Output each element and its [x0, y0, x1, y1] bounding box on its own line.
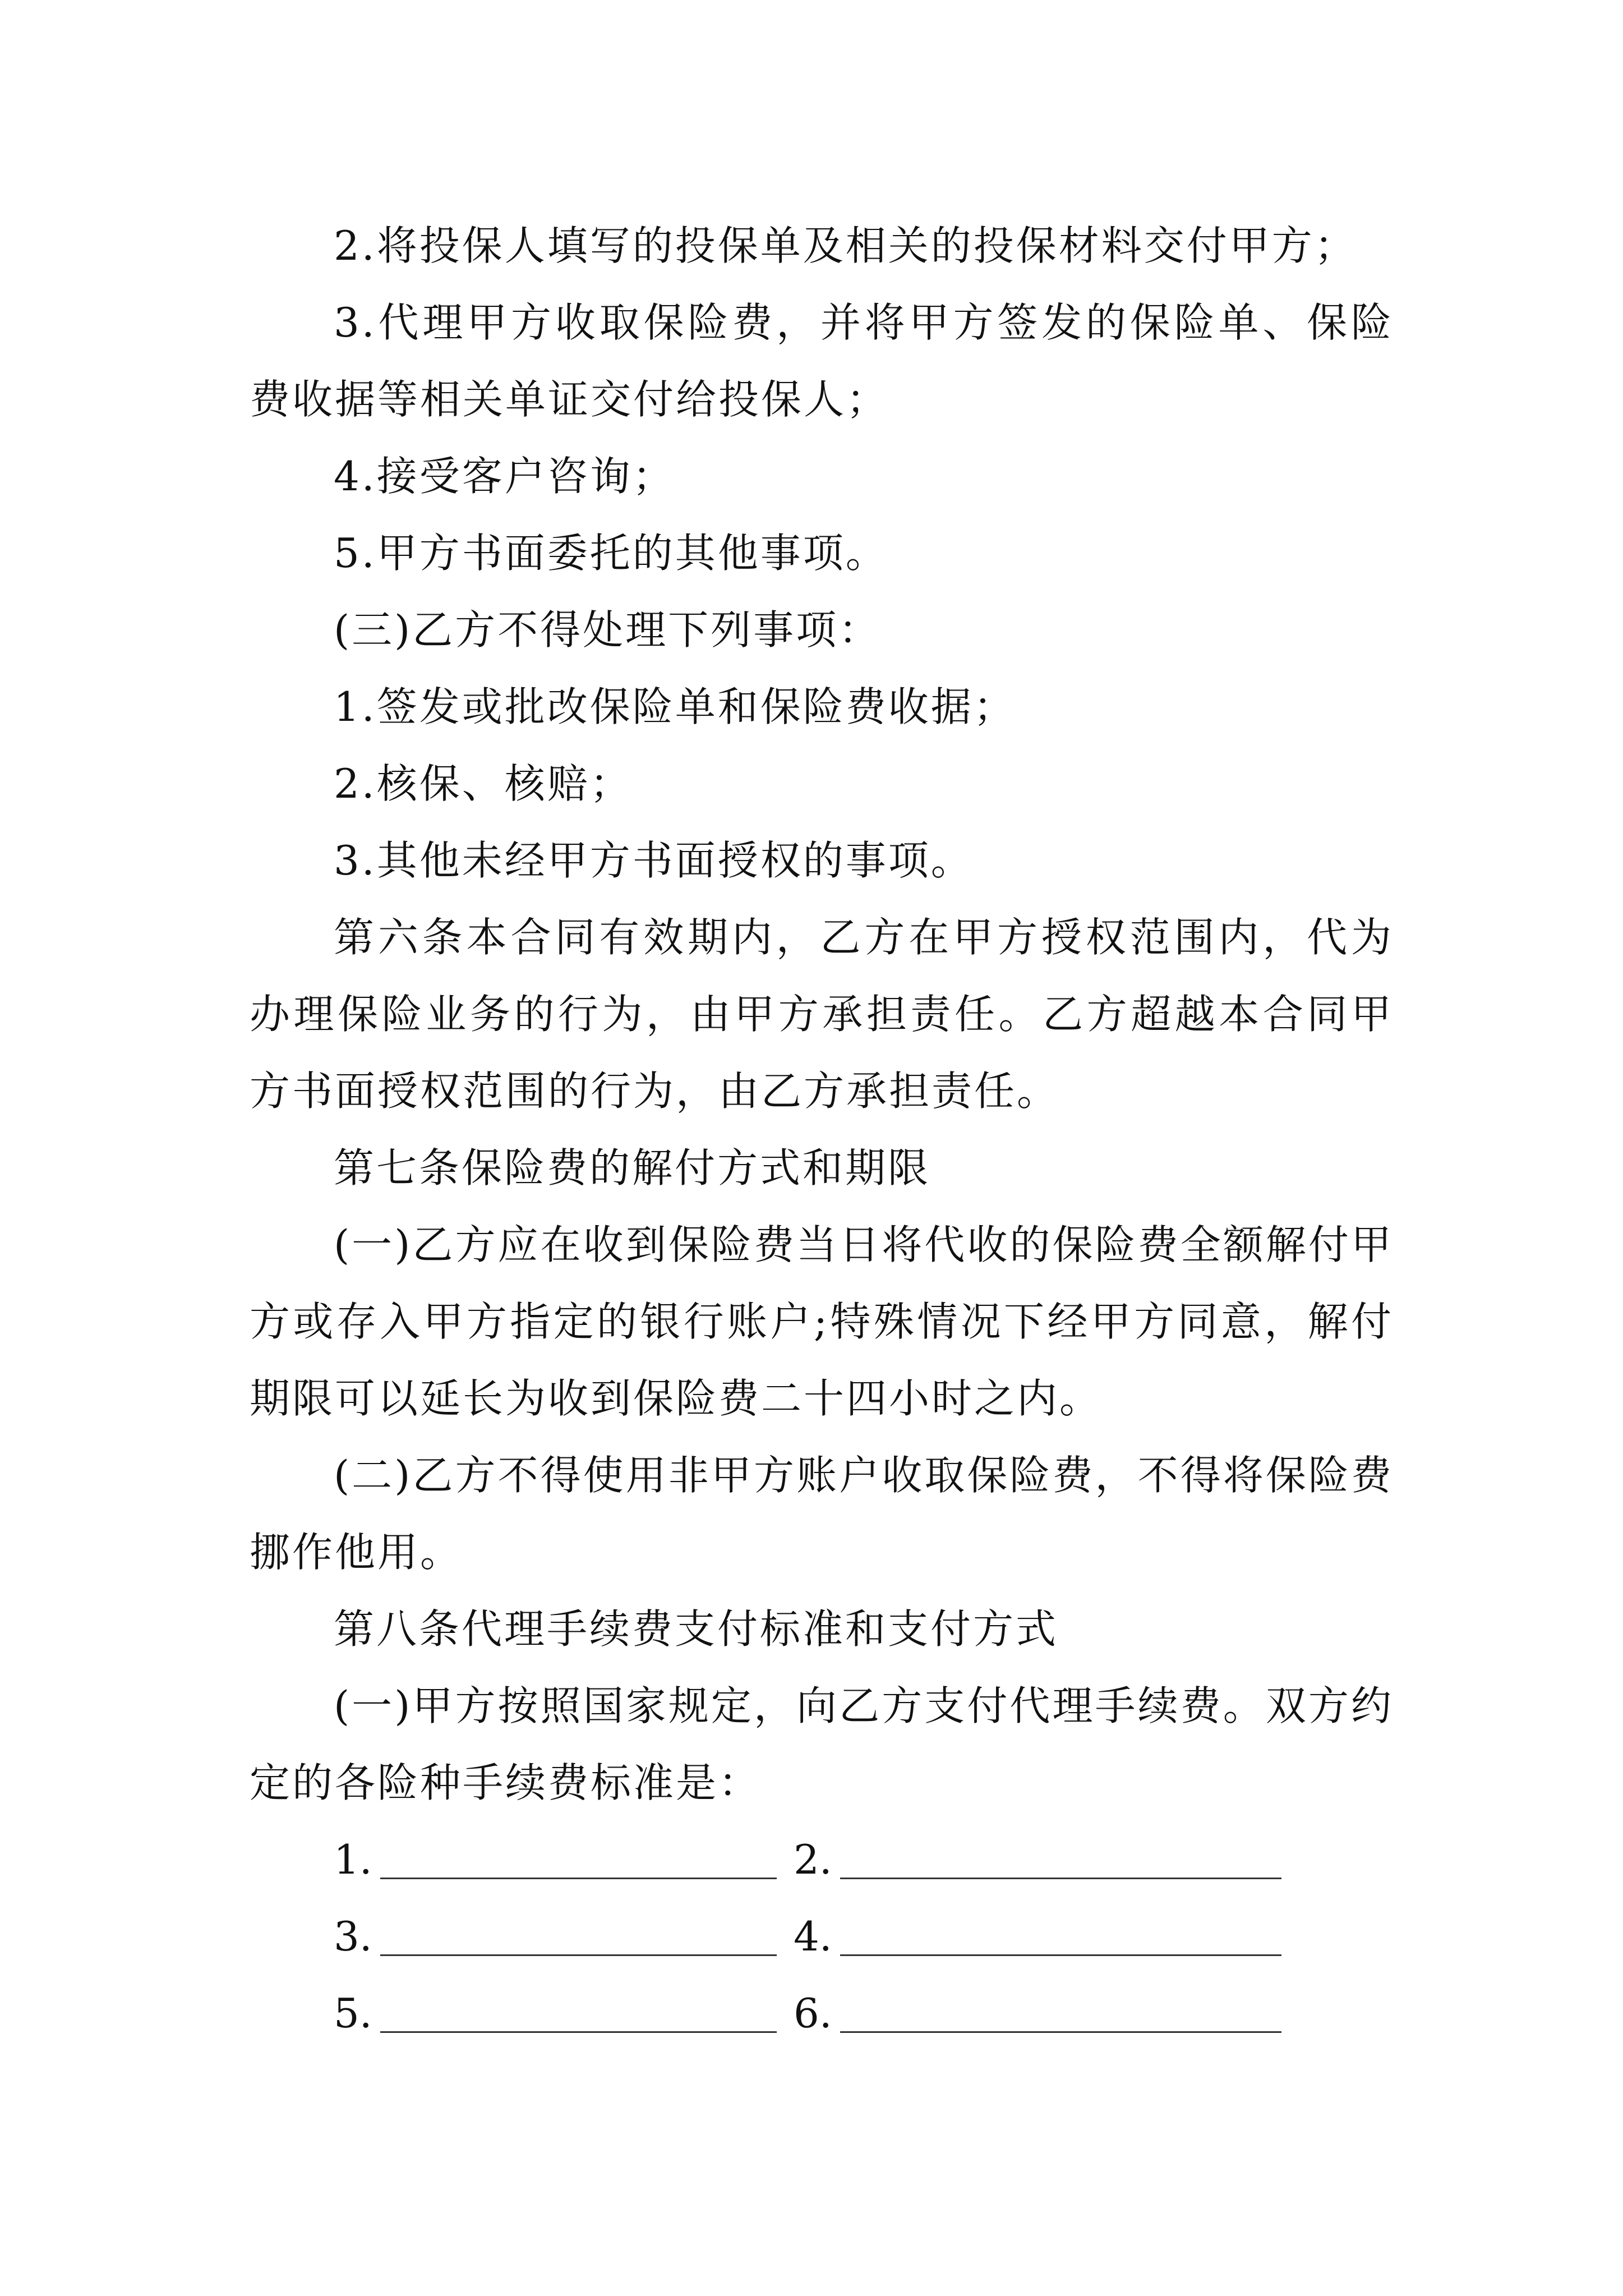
- paragraph: 1.签发或批改保险单和保险费收据；: [334, 683, 1016, 730]
- blank-field[interactable]: [777, 1821, 1281, 1898]
- blank-field[interactable]: [250, 1898, 777, 1975]
- blank-field[interactable]: [777, 1975, 1281, 2052]
- blank-underline: [380, 1954, 777, 1956]
- blank-underline: [380, 1878, 777, 1879]
- blank-row: [250, 1821, 1394, 1898]
- paragraph: 3.代理甲方收取保险费，并将甲方签发的保险单、保险费收据等相关单证交付给投保人；: [250, 299, 1394, 423]
- blank-field[interactable]: [250, 1975, 777, 2052]
- paragraph: 4.接受客户咨询；: [334, 453, 675, 500]
- blank-underline: [840, 1878, 1281, 1879]
- blank-field[interactable]: [250, 1821, 777, 1898]
- article-seven-heading: 第七条保险费的解付方式和期限: [334, 1144, 931, 1191]
- article-six: 第六条本合同有效期内，乙方在甲方授权范围内，代为办理保险业务的行为，由甲方承担责任。乙方超越本合同甲方书面授权范围的行为，由乙方承担责任。: [250, 914, 1394, 1115]
- blank-row: [250, 1898, 1394, 1975]
- fee-standard-blanks: [250, 1821, 1394, 2052]
- blank-underline: [840, 2031, 1281, 2033]
- paragraph: 2.将投保人填写的投保单及相关的投保材料交付甲方；: [334, 222, 1357, 269]
- blank-number: 6.: [794, 1990, 832, 2037]
- blank-number: 1.: [334, 1836, 372, 1883]
- paragraph: (一)甲方按照国家规定，向乙方支付代理手续费。双方约定的各险种手续费标准是：: [250, 1682, 1394, 1806]
- article-eight-heading: 第八条代理手续费支付标准和支付方式: [334, 1605, 1059, 1653]
- blank-underline: [840, 1954, 1281, 1956]
- paragraph: 2.核保、核赔；: [334, 760, 633, 807]
- blank-number: 3.: [334, 1913, 372, 1960]
- blank-number: 5.: [334, 1990, 372, 2037]
- blank-field[interactable]: [777, 1898, 1281, 1975]
- blank-underline: [380, 2031, 777, 2033]
- paragraph: 3.其他未经甲方书面授权的事项。: [334, 837, 974, 884]
- paragraph: (二)乙方不得使用非甲方账户收取保险费，不得将保险费挪作他用。: [250, 1452, 1394, 1576]
- paragraph: 5.甲方书面委托的其他事项。: [334, 530, 888, 577]
- blank-row: [250, 1975, 1394, 2052]
- paragraph: (三)乙方不得处理下列事项：: [334, 606, 882, 654]
- document-page: [250, 208, 1394, 2052]
- blank-number: 4.: [794, 1913, 832, 1960]
- paragraph: (一)乙方应在收到保险费当日将代收的保险费全额解付甲方或存入甲方指定的银行账户;特殊情况下经甲方同意，解付期限可以延长为收到保险费二十四小时之内。: [250, 1221, 1394, 1422]
- blank-number: 2.: [794, 1836, 832, 1883]
